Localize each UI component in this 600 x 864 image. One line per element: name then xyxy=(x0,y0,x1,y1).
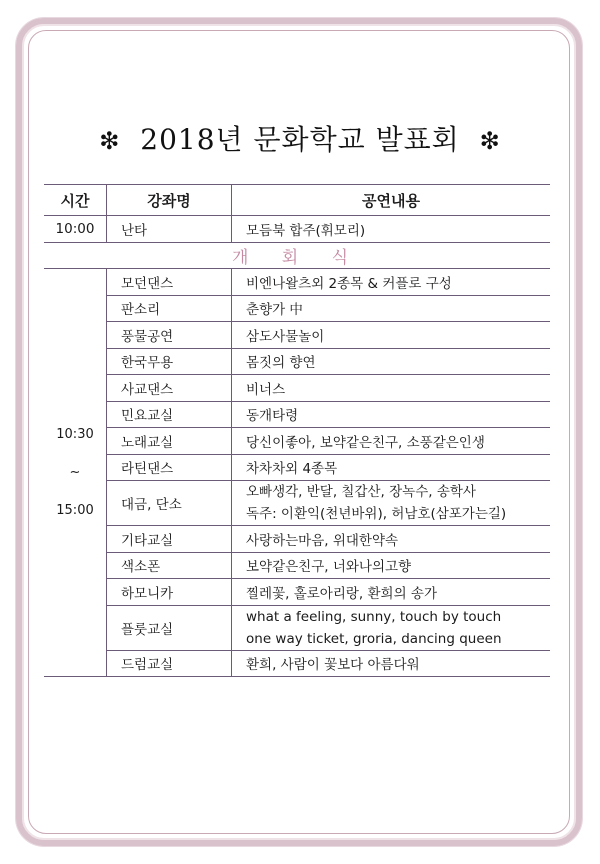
table-row xyxy=(44,375,550,402)
time-range-cell xyxy=(44,269,107,677)
performance-cell xyxy=(232,526,551,553)
table-row xyxy=(44,428,550,455)
performance-line: 당신이좋아, 보약같은친구, 소풍같은인생 xyxy=(246,434,485,451)
performance-line: 몸짓의 향연 xyxy=(246,355,316,372)
performance-line: 오빠생각, 반달, 칠갑산, 장녹수, 송학사 xyxy=(246,484,476,500)
performance-cell xyxy=(232,579,551,606)
time-range-start: 10:30 xyxy=(56,426,94,442)
class-cell: 색소폰 xyxy=(107,552,232,579)
performance-cell xyxy=(232,322,551,349)
table-row xyxy=(44,552,550,579)
class-cell: 하모니카 xyxy=(107,579,232,606)
performance-cell xyxy=(232,348,551,375)
performance-line: 삼도사물놀이 xyxy=(246,328,325,345)
class-cell: 풍물공연 xyxy=(107,322,232,349)
header-time: 시간 xyxy=(44,185,107,216)
performance-line: 비엔나왈츠외 2종목 & 커플로 구성 xyxy=(246,275,452,292)
class-cell: 난타 xyxy=(107,216,232,243)
table-row xyxy=(44,650,550,677)
performance-cell: 모듬북 합주(휘모리) xyxy=(232,216,551,243)
table-row xyxy=(44,454,550,481)
title-text: 2018년 문화학교 발표회 xyxy=(140,123,460,156)
class-cell: 판소리 xyxy=(107,295,232,322)
performance-cell xyxy=(232,401,551,428)
class-cell: 민요교실 xyxy=(107,401,232,428)
performance-cell xyxy=(232,605,551,650)
table-row xyxy=(44,269,550,296)
schedule-table xyxy=(44,184,550,677)
performance-cell xyxy=(232,552,551,579)
class-cell: 드럼교실 xyxy=(107,650,232,677)
performance-line: one way ticket, groria, dancing queen xyxy=(246,630,502,647)
star-icon-left: ❇ xyxy=(99,127,121,155)
performance-cell xyxy=(232,481,551,526)
performance-line: 차차차외 4종목 xyxy=(246,461,338,478)
page-title xyxy=(0,118,600,158)
performance-line: 사랑하는마음, 위대한약속 xyxy=(246,532,399,549)
header-row xyxy=(44,185,550,216)
time-range-end: 15:00 xyxy=(56,502,94,518)
class-cell: 사교댄스 xyxy=(107,375,232,402)
performance-line: 춘향가 中 xyxy=(246,302,303,319)
performance-line: 동개타령 xyxy=(246,408,299,425)
opening-ceremony-label: 개 회 식 xyxy=(44,242,550,269)
performance-line: what a feeling, sunny, touch by touch xyxy=(246,608,502,625)
performance-cell xyxy=(232,428,551,455)
performance-cell xyxy=(232,295,551,322)
table-row xyxy=(44,526,550,553)
table-row xyxy=(44,401,550,428)
class-cell: 라틴댄스 xyxy=(107,454,232,481)
table-row xyxy=(44,579,550,606)
class-cell: 기타교실 xyxy=(107,526,232,553)
opening-ceremony-row xyxy=(44,242,550,269)
class-cell: 대금, 단소 xyxy=(107,481,232,526)
star-icon-right: ❇ xyxy=(479,127,501,155)
performance-cell xyxy=(232,454,551,481)
time-cell: 10:00 xyxy=(44,216,107,243)
header-performance: 공연내용 xyxy=(232,185,551,216)
performance-cell xyxy=(232,375,551,402)
time-range-sep: ~ xyxy=(69,464,81,480)
class-cell: 모던댄스 xyxy=(107,269,232,296)
table-row xyxy=(44,295,550,322)
performance-cell xyxy=(232,650,551,677)
performance-line: 찔레꽃, 홀로아리랑, 환희의 송가 xyxy=(246,585,437,602)
table-row xyxy=(44,216,550,243)
performance-line: 보약같은친구, 너와나의고향 xyxy=(246,559,412,576)
performance-line: 환희, 사람이 꽃보다 아름다워 xyxy=(246,657,420,674)
table-row xyxy=(44,605,550,650)
class-cell: 플룻교실 xyxy=(107,605,232,650)
performance-line: 비너스 xyxy=(246,381,286,398)
table-row xyxy=(44,348,550,375)
class-cell: 노래교실 xyxy=(107,428,232,455)
table-row xyxy=(44,481,550,526)
performance-cell xyxy=(232,269,551,296)
class-cell: 한국무용 xyxy=(107,348,232,375)
header-class: 강좌명 xyxy=(107,185,232,216)
table-row xyxy=(44,322,550,349)
performance-line: 독주: 이환익(천년바위), 허남호(삼포가는길) xyxy=(246,506,507,522)
